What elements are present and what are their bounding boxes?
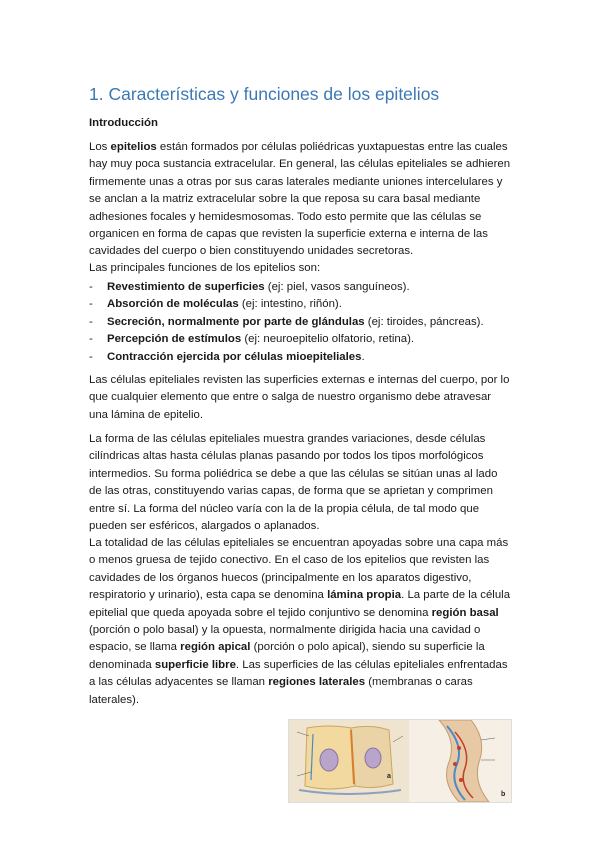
bold-term: región basal (431, 606, 499, 619)
bold-term: Absorción de moléculas (107, 298, 239, 311)
text: (membranas o caras laterales). (89, 676, 473, 706)
text: . La parte de la célula epitelial que queda apoyada sobre el tejido conjuntivo se denomina (89, 589, 511, 619)
panel-label-a: a (387, 773, 391, 780)
bold-term: lámina propia (327, 589, 402, 602)
text: (porción o polo apical), siendo su superficie la denominada (89, 641, 485, 671)
list-item (89, 279, 519, 296)
bold-term: epitelios (110, 141, 157, 153)
functions-list (89, 279, 519, 366)
bold-term: regiones laterales (268, 676, 366, 689)
text: están formados por células poliédricas yuxtapuestas entre las cuales hay muy poca sustancia extracelular. En general, las células epiteliales se adhieren firmemente unas a otras por sus caras laterales mediante uniones intercelulares y se anclan a la matriz extracelular sobre la que reposa su cara basal mediante adhesiones focales y hemidesmosomas. Todo esto permite que las células se organicen en forma de capas que revisten la superficie externa e interna de las cavidades del cuerpo o bien constituyendo unidades secretoras. (89, 141, 511, 258)
junction-dot (453, 762, 457, 766)
text: (ej: piel, vasos sanguíneos). (264, 281, 410, 293)
bold-term: Revestimiento de superficies (107, 281, 265, 293)
paragraph-superficies: Las células epiteliales revisten las superficies externas e internas del cuerpo, por lo que cualquier elemento que entre o salga de nuestro organismo debe atravesar una lámina de epitelio. (89, 374, 510, 421)
dash: - (89, 350, 93, 363)
epithelial-cell-figure (288, 719, 512, 803)
list-item (89, 314, 519, 331)
bold-term: superficie libre (154, 658, 236, 671)
bold-term: Percepción de estímulos (107, 333, 242, 346)
dash: - (89, 333, 93, 346)
text: (porción o polo basal) y la opuesta, normalmente dirigida hacia una cavidad o espacio, se llama (89, 624, 481, 654)
text: . (361, 350, 365, 363)
paragraph-regiones (89, 535, 513, 709)
text: . Las superficies de las células epiteliales enfrentadas a las células adyacentes se llaman (89, 658, 508, 689)
panel-label-b: b (501, 791, 506, 798)
list-item (89, 296, 519, 313)
list-item (89, 331, 519, 348)
nucleus-shape (320, 749, 338, 771)
functions-intro: Las principales funciones de los epitelios son: (89, 262, 321, 274)
dash: - (89, 315, 93, 328)
text: Los (89, 141, 111, 153)
text: (ej: neuroepitelio olfatorio, retina). (241, 333, 415, 346)
bold-term: Contracción ejercida por células mioepiteliales (107, 350, 362, 363)
epithelial-cell-illustration (289, 720, 511, 802)
nucleus-shape (365, 748, 381, 768)
page-title: 1. Características y funciones de los epitelios (89, 84, 440, 104)
paragraph-forma: La forma de las células epiteliales muestra grandes variaciones, desde células cilíndricas altas hasta células planas pasando por todos los tipos morfológicos intermedios. Su forma poliédrica se debe a que las células se sitúan unas al lado de las otras, constituyendo varias capas, de forma que se aprietan y comprimen entre sí. La forma del núcleo varía con la de la propia célula, de tal modo que pueden ser esféricos, alargados o aplanados. (89, 433, 498, 533)
bold-term: Secreción, normalmente por parte de glándulas (107, 315, 365, 328)
text: (ej: tiroides, páncreas). (364, 315, 484, 328)
text: La totalidad de las células epiteliales se encuentran apoyadas sobre una capa más o menos gruesa de tejido conectivo. En el caso de los epitelios que revisten las cavidades de los órganos huecos (principalmente en los aparatos digestivo, respiratorio y urinario), esta capa se denomina (89, 537, 509, 602)
text: (ej: intestino, riñón). (238, 298, 342, 311)
paragraph-epitelios-definition (89, 139, 513, 261)
junction-dot (457, 746, 461, 750)
bold-term: región apical (180, 641, 251, 654)
intro-heading: Introducción (89, 117, 158, 129)
junction-dot (459, 778, 463, 782)
dash: - (89, 298, 93, 311)
list-item (89, 349, 519, 366)
dash: - (89, 281, 93, 293)
